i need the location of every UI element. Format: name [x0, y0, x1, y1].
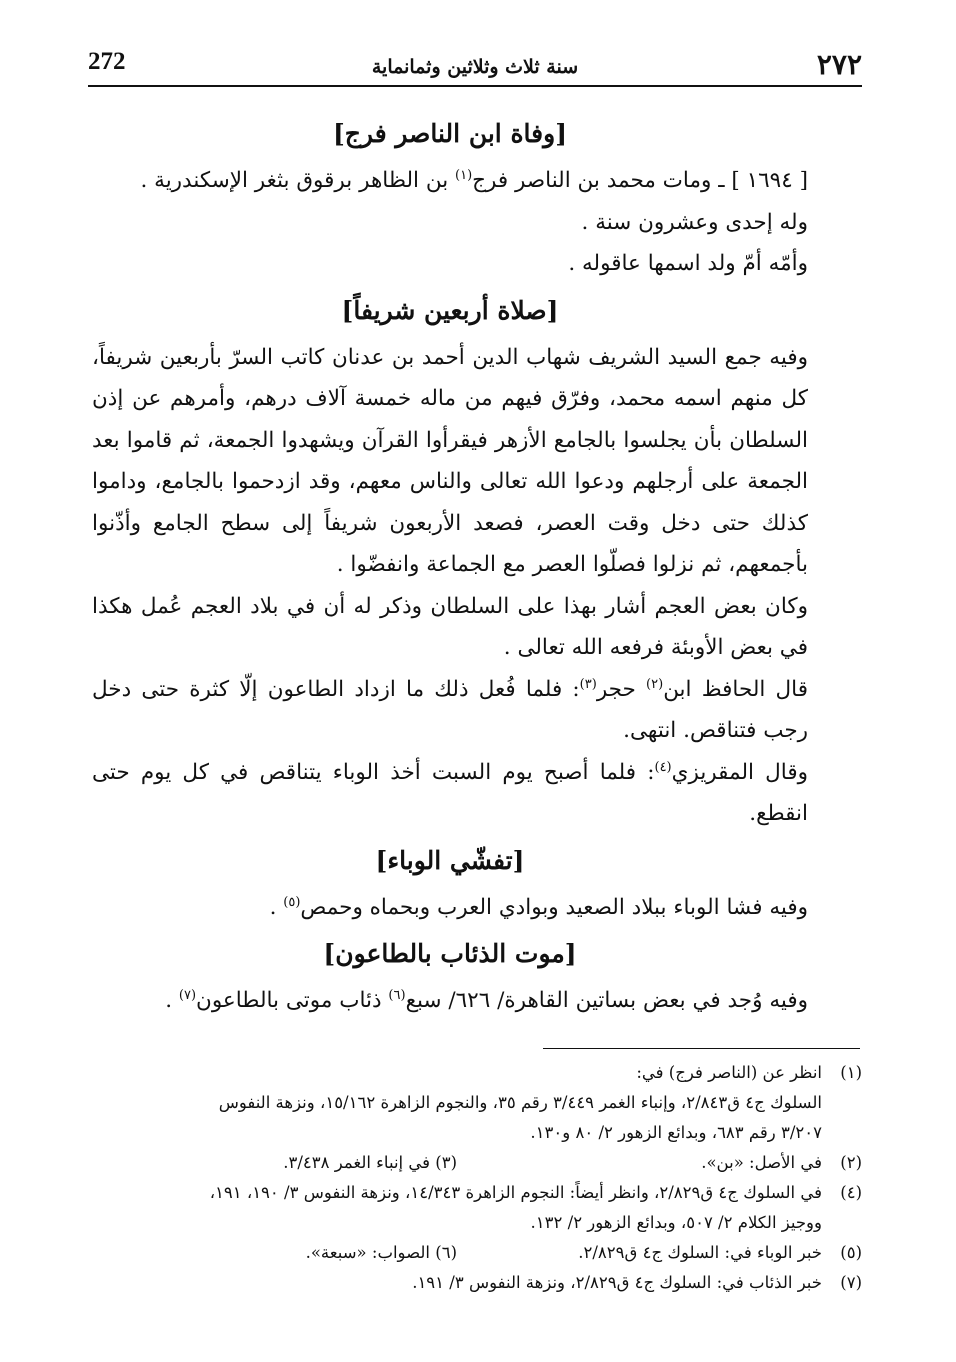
footnote-marker: (٦)	[388, 987, 406, 1003]
footnote-4: (٤) في السلوك ج٤ ق٢/٨٢٩، وانظر أيضاً: النجوم الزاهرة ١٤/٣٤٣، ونزهة النفوس ٣/ ١٩٠، ١٩١، ووجيز الكلام ٢/ ٥٠٧، وبدائع الزهور ٢/ ١٣٢.	[209, 1183, 862, 1232]
entry-line: وله إحدى وعشرون سنة .	[581, 209, 808, 235]
footnote-2: في الأصل: «بن».	[701, 1153, 822, 1172]
footnote-5: خبر الوباء في: السلوك ج٤ ق٢/٨٢٩.	[578, 1243, 822, 1262]
footnote-marker: (٧)	[178, 987, 197, 1003]
section-heading-3: [تفشّي الوباء]	[375, 845, 525, 875]
page-header	[88, 46, 862, 86]
footnote-7: (٧) خبر الذئاب في: السلوك ج٤ ق٢/٨٢٩، ونزهة النفوس ٣/ ١٩١.	[412, 1273, 862, 1292]
running-title: سنة ثلاث وثلاثين وثمانماية	[371, 56, 579, 78]
section-heading-2: [صلاة أربعين شريفاً]	[341, 295, 559, 325]
paragraph: وقال المقريزي$^{(٤)}$: فلما أصبح يوم السبت أخذ الوباء يتناقص في كل يوم حتى انقطع.	[92, 759, 808, 826]
header-rule	[88, 85, 862, 87]
entry-line: [ ١٦٩٤ ] ـ ومات محمد بن الناصر فرج$^{(١)}$ بن الظاهر برقوق بثغر الإسكندرية .	[140, 167, 808, 193]
paragraph: وفيه وُجد في بعض بساتين القاهرة/ ٦٢٦/ سبع$^{(٦)}$ ذئاب موتى بالطاعون$^{(٧)}$ .	[165, 987, 808, 1013]
footnote-2-3: (٢) في الأصل: «بن». (٣) في إنباء الغمر ٣/٤٣٨.	[92, 1148, 862, 1178]
footnote-marker: (٤)	[654, 759, 672, 775]
footnotes	[92, 1058, 862, 1298]
section-heading-4: [موت الذئاب بالطاعون]	[323, 939, 577, 968]
footnote-5-6: (٥) خبر الوباء في: السلوك ج٤ ق٢/٨٢٩. (٦) الصواب: «سبعة».	[92, 1238, 862, 1268]
footnote-marker: (٥)	[283, 894, 301, 910]
paragraph: وفيه جمع السيد الشريف شهاب الدين أحمد بن عدنان كاتب السرّ بأربعين شريفاً، كل منهم اسمه محمد، وفرّق فيهم من ماله خمسة آلاف درهم، وأمرهم عن إذن السلطان بأن يجلسوا بالجامع الأزهر فيقرأوا القرآن ويشهدوا الجمعة، ثم قاموا بعد الجمعة على أرجلهم ودعوا الله تعالى والناس معهم، وقد ازدحموا بالجامع، وداموا كذلك حتى دخل وقت العصر، فصعد الأربعون شريفاً إلى سطح الجامع وأذّنوا بأجمعهم، ثم نزلوا فصلّوا العصر مع الجماعة وانفضّوا .	[92, 344, 808, 577]
footnote-marker: (٣)	[579, 676, 597, 692]
footnote-marker: (٢)	[646, 676, 664, 692]
footnote-3: (٣) في إنباء الغمر ٣/٤٣٨.	[283, 1153, 457, 1172]
footnote-marker: (١)	[455, 167, 473, 183]
paragraph: وكان بعض العجم أشار بهذا على السلطان وذكر له أن في بلاد العجم عُمل هكذا في بعض الأوبئة فرفعه الله تعالى .	[92, 593, 808, 660]
main-text	[92, 108, 808, 1022]
paragraph: وفيه فشا الوباء ببلاد الصعيد وبوادي العرب وبحماه وحمص$^{(٥)}$ .	[269, 894, 808, 920]
footnote-6: (٦) الصواب: «سبعة».	[305, 1243, 457, 1262]
footnote-1: (١) انظر عن (الناصر فرج) في: السلوك ج٤ ق٢/٨٤٣، وإنباء الغمر ٣/٤٤٩ رقم ٣٥، والنجوم الزاهرة ١٥/١٦٢، ونزهة النفوس ٣/٢٠٧ رقم ٦٨٣، وبدائع الزهور ٢/ ٨٠ و١٣٠.	[218, 1063, 862, 1142]
section-heading-1: [وفاة ابن الناصر فرج]	[332, 119, 568, 148]
page-number-arabic: ٢٧٢	[816, 48, 862, 81]
page-number-latin: 272	[88, 48, 126, 75]
paragraph: قال الحافظ ابن$^{(٢)}$ حجر$^{(٣)}$: فلما فُعل ذلك ما ازداد الطاعون إلّا كثرة حتى دخل رجب فتناقص. انتهى.	[92, 676, 808, 743]
footnote-rule	[543, 1048, 860, 1049]
entry-line: وأمّه أمّ ولد اسمها عاقوله .	[568, 251, 808, 276]
